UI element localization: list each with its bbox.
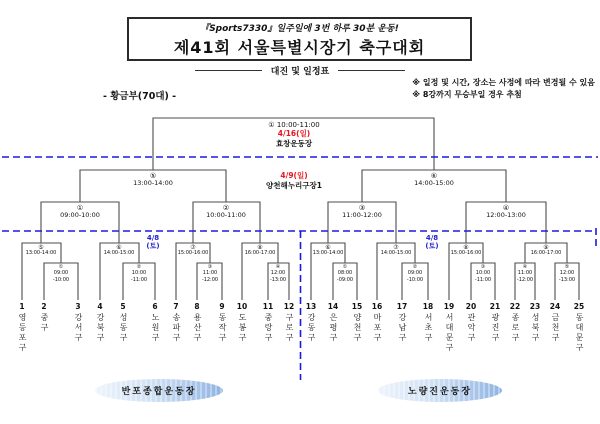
- team-number: 19: [443, 302, 455, 311]
- match-time: 13:00-14:00: [312, 250, 344, 257]
- team-name: 금천구: [551, 313, 560, 343]
- section-label-row: [0, 64, 600, 77]
- match-number: ⑤: [564, 264, 570, 270]
- team-number: 7: [173, 302, 179, 311]
- note-draw-rule: ※ 8강까지 무승부일 경우 추첨: [412, 90, 522, 99]
- team-column-18: [423, 302, 433, 343]
- semifinal-venue: 양천해누리구장1: [266, 180, 322, 190]
- team-column-11: [263, 302, 273, 343]
- team-number: 18: [422, 302, 434, 311]
- team-name: 성북구: [531, 313, 540, 343]
- team-name: 강동구: [307, 313, 316, 343]
- team-column-15: [352, 302, 362, 343]
- final-venue: 효창운동장: [275, 139, 313, 149]
- match-number: ⑤: [38, 244, 44, 251]
- saturday-date: 4/8: [425, 234, 439, 242]
- saturday-label-right: [425, 234, 438, 250]
- final-date: 4/16(일): [277, 129, 311, 139]
- team-name: 영등포구: [18, 313, 27, 353]
- team-number: 21: [489, 302, 501, 311]
- team-number: 15: [351, 302, 363, 311]
- match-time-end: -09:00: [336, 276, 354, 283]
- team-name: 성동구: [119, 313, 128, 343]
- match-number: ②: [412, 264, 418, 270]
- team-column-10: [237, 302, 247, 343]
- team-number: 11: [262, 302, 274, 311]
- event-slogan: 『Sports7330』일주일에 3번 하루 30분 운동!: [200, 23, 399, 34]
- team-number: 9: [219, 302, 225, 311]
- team-number: 17: [396, 302, 408, 311]
- venue-badge-left: 반포종합운동장: [95, 379, 223, 402]
- match-time-start: 09:00: [53, 270, 69, 277]
- team-number: 6: [152, 302, 158, 311]
- match-number: ①: [76, 204, 84, 212]
- match-time: 14:00-15:00: [103, 250, 135, 257]
- match-time: 13:00-14:00: [25, 250, 57, 257]
- notes: [412, 77, 595, 101]
- match-r16-l3-label: [178, 244, 209, 257]
- match-time: 16:00-17:00: [530, 250, 562, 257]
- match-time-start: 11:00: [202, 270, 218, 277]
- match-time-start: 12:00: [270, 270, 286, 277]
- team-name: 강서구: [74, 313, 83, 343]
- match-r16-l1-label: [26, 244, 57, 257]
- match-r16-r1-label: [313, 244, 344, 257]
- match-number: ③: [207, 264, 213, 270]
- match-number: ①: [342, 264, 348, 270]
- match-qf4-label: [486, 204, 526, 220]
- match-time: 10:00-11:00: [276, 121, 320, 129]
- team-number: 20: [465, 302, 477, 311]
- match-time-end: -13:00: [269, 276, 287, 283]
- match-final-label: [268, 121, 319, 149]
- team-name: 도봉구: [238, 313, 247, 343]
- match-time-end: -10:00: [406, 276, 424, 283]
- match-time: 12:00-13:00: [486, 211, 526, 220]
- match-time-end: -11:00: [130, 276, 148, 283]
- team-column-24: [550, 302, 560, 343]
- match-time: 09:00-10:00: [60, 211, 100, 220]
- event-title: 제41회 서울특별시장기 축구대회: [173, 37, 426, 57]
- team-name: 중랑구: [264, 313, 273, 343]
- team-number: 1: [19, 302, 25, 311]
- team-column-3: [74, 302, 82, 343]
- team-column-1: [18, 302, 26, 353]
- team-number: 8: [194, 302, 200, 311]
- match-number: ①: [268, 121, 275, 129]
- team-number: 25: [573, 302, 585, 311]
- match-time: 16:00-17:00: [244, 250, 276, 257]
- match-fr-r5-label: [559, 264, 575, 283]
- team-column-25: [574, 302, 584, 353]
- note-schedule-change: ※ 일정 및 시간, 장소는 사정에 따라 변경될 수 있음: [412, 78, 595, 87]
- team-column-17: [397, 302, 407, 343]
- match-r16-l2-label: [104, 244, 135, 257]
- venue-badge-right: 노량진운동장: [378, 379, 502, 402]
- match-fr-l2-label: [131, 264, 147, 283]
- team-column-16: [372, 302, 382, 343]
- team-name: 용산구: [193, 313, 202, 343]
- match-r16-r2-label: [381, 244, 412, 257]
- team-column-20: [466, 302, 476, 343]
- match-number: ⑨: [543, 244, 549, 251]
- team-number: 24: [549, 302, 561, 311]
- team-number: 10: [236, 302, 248, 311]
- match-number: ⑦: [190, 244, 196, 251]
- semifinal-date-venue: [266, 171, 322, 191]
- rule-right: [338, 70, 405, 71]
- match-number: ④: [522, 264, 528, 270]
- team-column-8: [193, 302, 201, 343]
- match-sf-left-label: [133, 172, 173, 188]
- team-number: 3: [75, 302, 81, 311]
- rule-left: [195, 70, 262, 71]
- match-number: ②: [222, 204, 230, 212]
- match-number: ⑤: [149, 172, 157, 180]
- team-name: 은평구: [329, 313, 338, 343]
- match-fr-r4-label: [517, 264, 533, 283]
- match-time-start: 08:00: [337, 270, 353, 277]
- team-name: 양천구: [353, 313, 362, 343]
- team-name: 관악구: [467, 313, 476, 343]
- match-number: ⑧: [257, 244, 263, 251]
- team-column-13: [306, 302, 316, 343]
- team-column-9: [218, 302, 226, 343]
- match-number: ⑥: [116, 244, 122, 251]
- team-name: 구로구: [285, 313, 294, 343]
- match-number: ⑦: [393, 244, 399, 251]
- match-time-end: -12:00: [516, 276, 534, 283]
- match-number: ⑥: [325, 244, 331, 251]
- match-time-start: 11:00: [517, 270, 533, 277]
- match-fr-l1-label: [53, 264, 69, 283]
- team-column-22: [510, 302, 520, 343]
- team-name: 동작구: [218, 313, 227, 343]
- saturday-day: (토): [146, 242, 160, 251]
- match-qf2-label: [206, 204, 246, 220]
- team-column-2: [40, 302, 48, 333]
- section-label: 대진 및 일정표: [270, 67, 330, 77]
- team-column-23: [530, 302, 540, 343]
- team-name: 노원구: [151, 313, 160, 343]
- team-column-7: [172, 302, 180, 343]
- saturday-day: (토): [425, 242, 439, 251]
- match-time: 10:00-11:00: [206, 211, 246, 220]
- match-time: 14:00-15:00: [414, 179, 454, 188]
- team-name: 서초구: [424, 313, 433, 343]
- team-column-14: [328, 302, 338, 343]
- team-name: 강북구: [96, 313, 105, 343]
- team-name: 마포구: [373, 313, 382, 343]
- match-number: ④: [275, 264, 281, 270]
- team-name: 강남구: [398, 313, 407, 343]
- team-column-19: [444, 302, 454, 353]
- match-time: 15:00-16:00: [177, 250, 209, 257]
- team-name: 서대문구: [445, 313, 454, 353]
- team-name: 동대문구: [575, 313, 584, 353]
- team-number: 13: [305, 302, 317, 311]
- match-fr-r1-label: [337, 264, 353, 283]
- match-time-end: -11:00: [474, 276, 492, 283]
- match-time-end: -13:00: [558, 276, 576, 283]
- team-name: 광진구: [491, 313, 500, 343]
- team-number: 4: [97, 302, 103, 311]
- match-time-start: 10:00: [475, 270, 491, 277]
- match-fr-r3-label: [475, 264, 491, 283]
- match-time-start: 10:00: [131, 270, 147, 277]
- match-number: ⑥: [430, 172, 438, 180]
- match-r16-r4-label: [531, 244, 562, 257]
- saturday-date: 4/8: [146, 234, 160, 242]
- division-label: - 황금부(70대) -: [103, 91, 177, 102]
- match-time: 11:00-12:00: [342, 211, 382, 220]
- title-box: [127, 17, 472, 61]
- match-time-end: -12:00: [201, 276, 219, 283]
- match-number: ⑧: [463, 244, 469, 251]
- match-qf1-label: [60, 204, 100, 220]
- team-number: 22: [509, 302, 521, 311]
- match-time-start: 12:00: [559, 270, 575, 277]
- team-number: 2: [41, 302, 47, 311]
- team-column-5: [119, 302, 127, 343]
- team-number: 23: [529, 302, 541, 311]
- match-time: 14:00-15:00: [380, 250, 412, 257]
- final-number-time: [268, 121, 319, 129]
- match-qf3-label: [342, 204, 382, 220]
- match-fr-r2-label: [407, 264, 423, 283]
- match-number: ④: [502, 204, 510, 212]
- saturday-label-left: [146, 234, 159, 250]
- match-number: ③: [358, 204, 366, 212]
- match-time: 15:00-16:00: [450, 250, 482, 257]
- match-sf-right-label: [414, 172, 454, 188]
- semifinal-date: 4/9(일): [280, 171, 308, 180]
- match-number: ①: [58, 264, 64, 270]
- match-time: 13:00-14:00: [133, 179, 173, 188]
- match-fr-l4-label: [270, 264, 286, 283]
- team-number: 12: [283, 302, 295, 311]
- match-r16-r3-label: [451, 244, 482, 257]
- match-time-end: -10:00: [52, 276, 70, 283]
- team-number: 5: [120, 302, 126, 311]
- match-fr-l3-label: [202, 264, 218, 283]
- match-number: ②: [136, 264, 142, 270]
- team-name: 종로구: [511, 313, 520, 343]
- team-number: 16: [371, 302, 383, 311]
- team-column-12: [284, 302, 294, 343]
- team-name: 송파구: [172, 313, 181, 343]
- match-number: ③: [480, 264, 486, 270]
- team-column-6: [151, 302, 159, 343]
- team-number: 14: [327, 302, 339, 311]
- team-name: 중구: [40, 313, 49, 333]
- match-r16-l4-label: [245, 244, 276, 257]
- team-column-21: [490, 302, 500, 343]
- team-column-4: [96, 302, 104, 343]
- match-time-start: 09:00: [407, 270, 423, 277]
